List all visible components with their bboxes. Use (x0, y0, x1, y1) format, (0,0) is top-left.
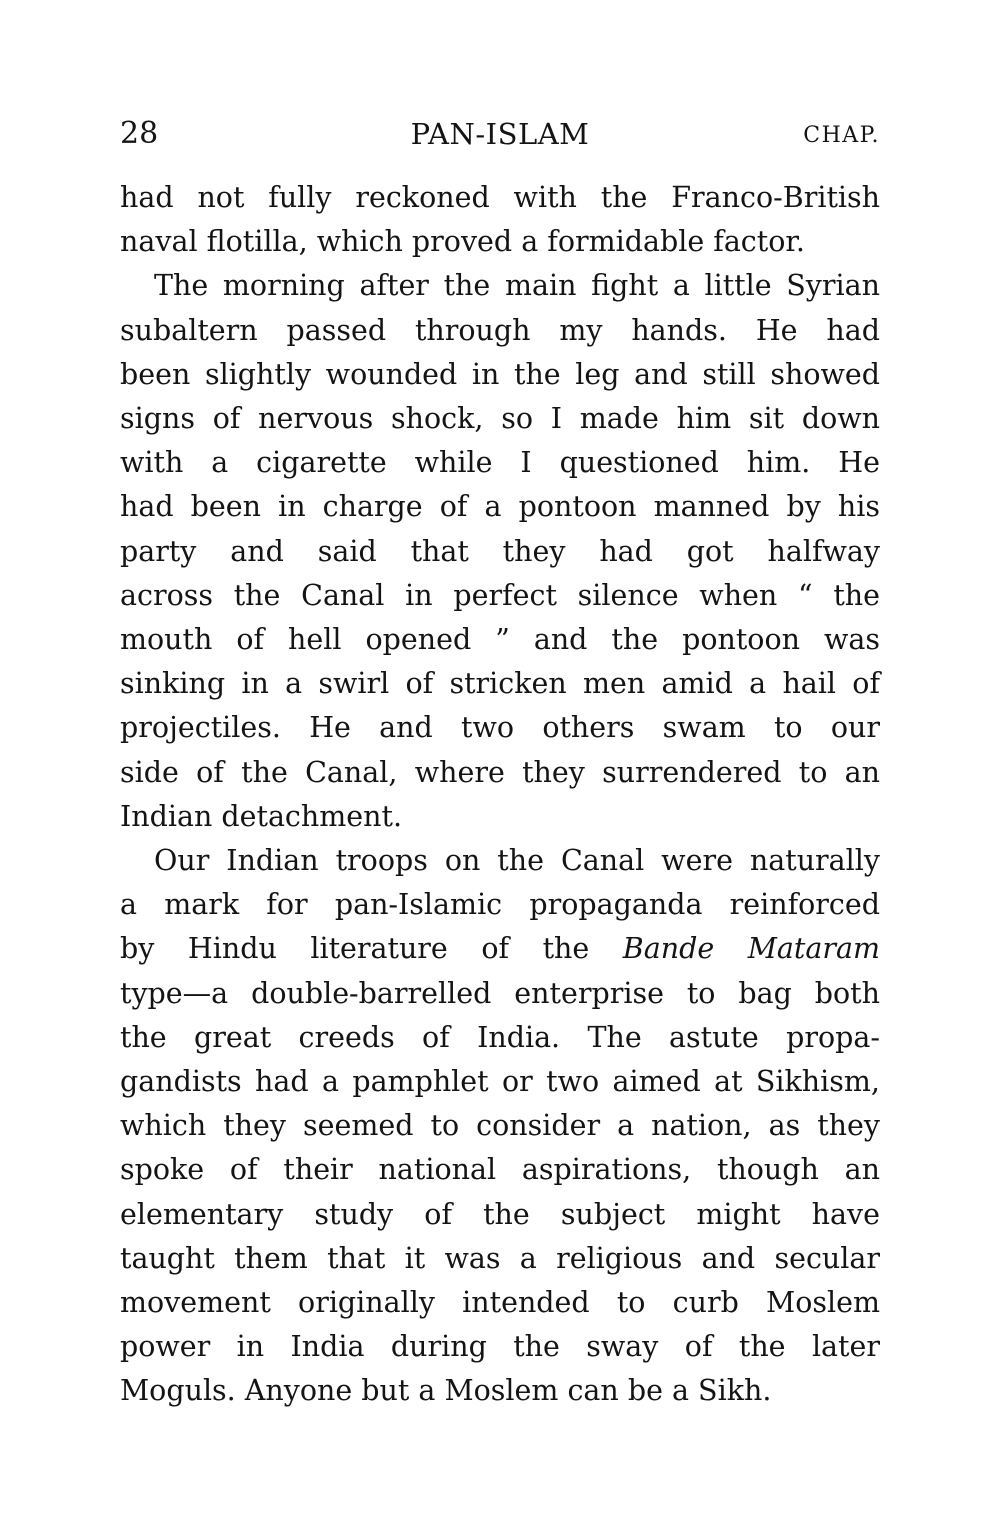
running-title: PAN-ISLAM (410, 117, 590, 151)
text-line: which they seemed to consider a nation, as they (120, 1109, 880, 1143)
text-line-with-italic (120, 927, 880, 971)
text-line: had not fully reckoned with the Franco-British (120, 181, 880, 214)
text-line: Moguls. Anyone but a Moslem can be a Sikh. (120, 1374, 772, 1408)
text-line: been slightly wounded in the leg and still showed (120, 357, 880, 391)
text-line: Our Indian troops on the Canal were naturally (154, 844, 880, 878)
text-line: Indian detachment. (120, 799, 403, 833)
text-line: elementary study of the subject might have (120, 1197, 880, 1231)
paragraph-3 (120, 839, 880, 1414)
text-line: gandists had a pamphlet or two aimed at Sikhism, (120, 1065, 880, 1099)
paragraph-1 (120, 176, 880, 264)
text-line: had been in charge of a pontoon manned by his (120, 490, 880, 524)
text-line: the great creeds of India. The astute propa- (120, 1020, 880, 1054)
text-line: side of the Canal, where they surrendered to an (120, 755, 880, 789)
text-line: naval flotilla, which proved a formidable factor. (120, 225, 805, 259)
text-line: taught them that it was a religious and secular (120, 1241, 880, 1275)
paragraph-2 (120, 264, 880, 839)
book-page (120, 112, 880, 1414)
text-fragment: by Hindu literature of the (120, 932, 623, 966)
text-line: projectiles. He and two others swam to our (120, 711, 880, 745)
page-number: 28 (120, 116, 159, 151)
text-line: signs of nervous shock, so I made him sit down (120, 402, 880, 436)
text-line: movement originally intended to curb Moslem (120, 1286, 880, 1320)
text-line: spoke of their national aspirations, though an (120, 1153, 880, 1187)
text-line: The morning after the main fight a little Syrian (154, 269, 880, 303)
text-line: subaltern passed through my hands. He had (120, 313, 880, 347)
text-line: party and said that they had got halfway (120, 534, 880, 568)
text-line: sinking in a swirl of stricken men amid a hail of (120, 667, 880, 701)
text-line: across the Canal in perfect silence when “ the (120, 578, 880, 612)
text-line: power in India during the sway of the later (120, 1330, 880, 1364)
chapter-mark: CHAP. (803, 123, 880, 148)
text-line: type—a double-barrelled enterprise to bag both (120, 976, 880, 1010)
text-line: a mark for pan-Islamic propaganda reinforced (120, 888, 880, 922)
text-line: mouth of hell opened ” and the pontoon was (120, 623, 880, 657)
running-head (120, 112, 880, 162)
italic-title: Bande Mataram (622, 932, 880, 966)
body-text (120, 176, 880, 1414)
text-line: with a cigarette while I questioned him. He (120, 446, 880, 480)
